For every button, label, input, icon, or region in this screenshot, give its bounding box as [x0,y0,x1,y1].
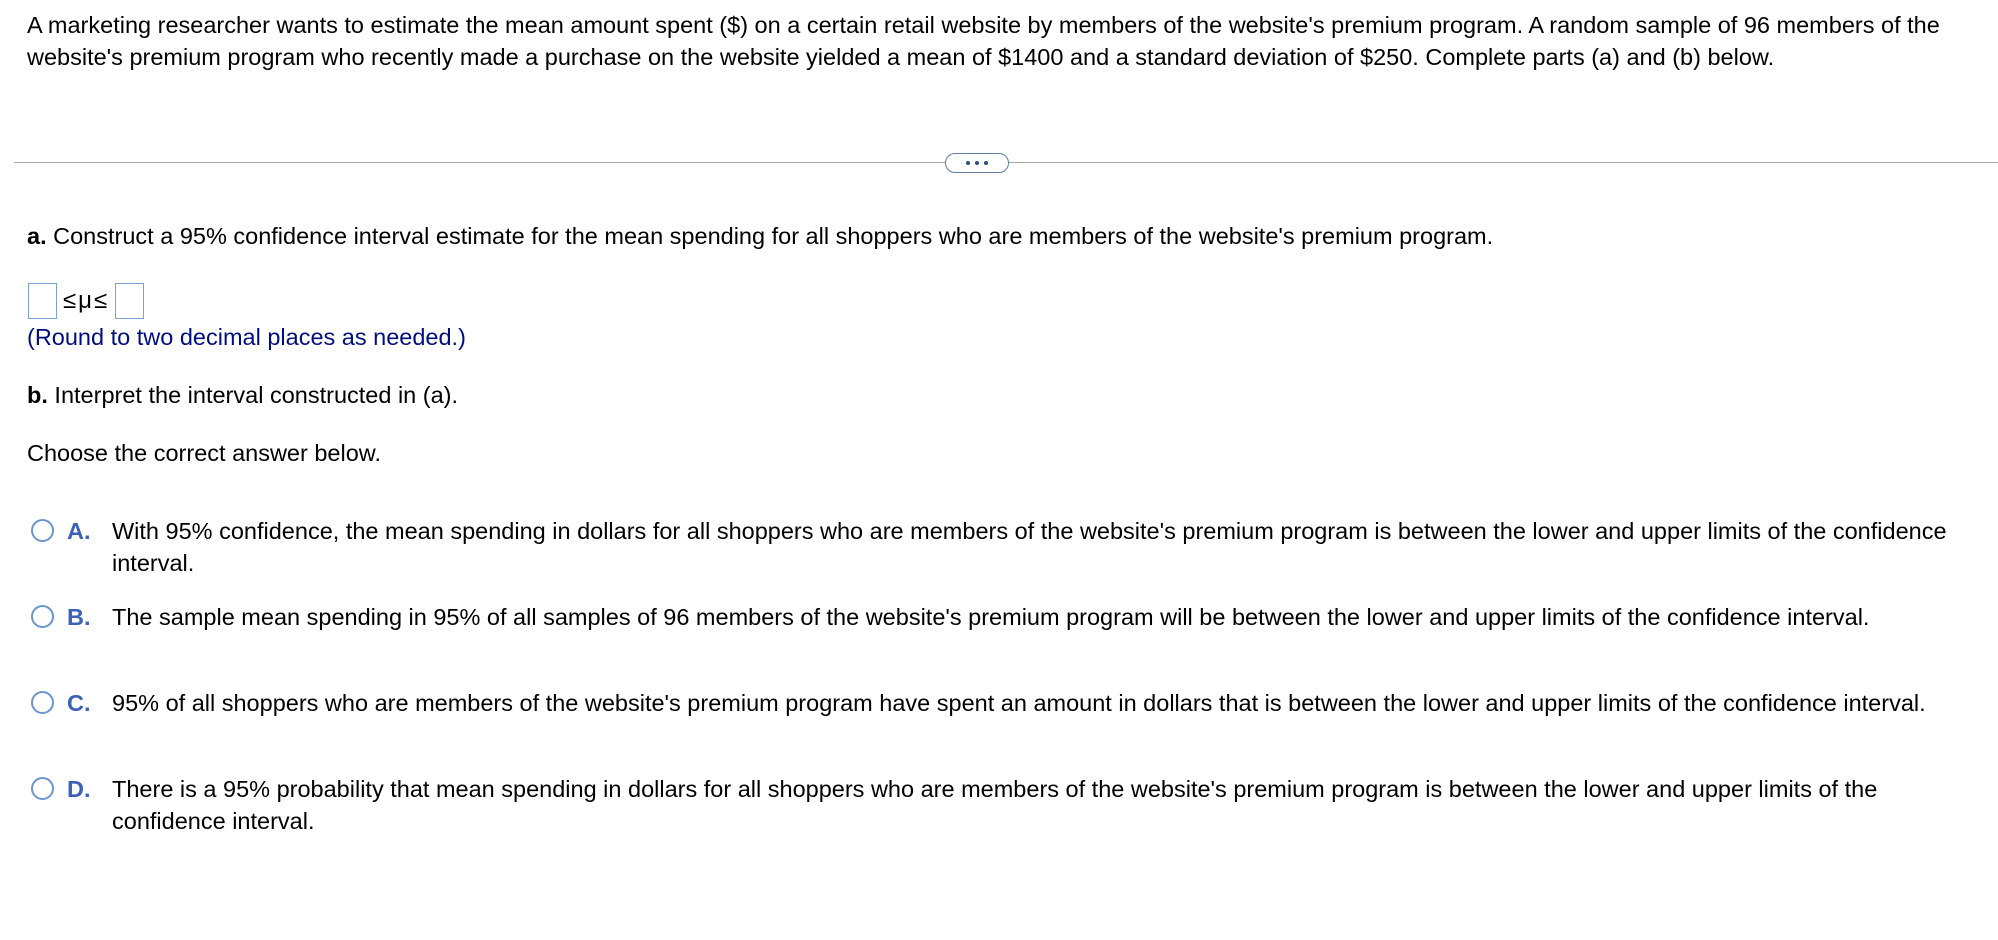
ellipsis-icon [975,161,979,165]
lower-limit-input[interactable] [28,283,57,319]
radio-button-a[interactable] [31,519,54,542]
option-letter: B. [67,604,91,630]
interval-answer-row [28,283,144,319]
option-text: The sample mean spending in 95% of all samples of 96 members of the website's premium program will be between the lower and upper limits of the confidence interval. [112,604,1870,630]
expand-button[interactable] [945,153,1009,173]
radio-button-c[interactable] [31,691,54,714]
ellipsis-icon [984,161,988,165]
radio-button-d[interactable] [31,777,54,800]
option-letter: A. [67,518,91,544]
option-text: 95% of all shoppers who are members of the website's premium program have spent an amount in dollars that is between the lower and upper limits of the confidence interval. [112,690,1926,716]
option-d[interactable] [31,773,1971,837]
option-b[interactable] [31,601,1971,633]
radio-button-b[interactable] [31,605,54,628]
option-c[interactable] [31,687,1971,719]
upper-limit-input[interactable] [115,283,144,319]
part-b-question [27,380,458,410]
part-b-text: Interpret the interval constructed in (a). [47,382,459,408]
part-a-label: a. [27,223,47,249]
problem-statement: A marketing researcher wants to estimate the mean amount spent ($) on a certain retail website by members of the website's premium program. A random sample of 96 members of the website's premium program who recently made a purchase on the website yielded a mean of $1400 and a standard deviation of $250. Complete parts (a) and (b) below. [27,12,1940,70]
option-a[interactable] [31,515,1971,579]
option-text: There is a 95% probability that mean spending in dollars for all shoppers who are members of the website's premium program is between the lower and upper limits of the confidence interval. [112,776,1878,834]
ellipsis-icon [966,161,970,165]
part-a-question [27,221,1493,251]
choose-prompt: Choose the correct answer below. [27,440,381,466]
option-letter: C. [67,690,91,716]
part-b-label: b. [27,382,48,408]
option-text: With 95% confidence, the mean spending in dollars for all shoppers who are members of the website's premium program is between the lower and upper limits of the confidence interval. [112,518,1947,576]
rounding-note: (Round to two decimal places as needed.) [27,324,466,350]
option-letter: D. [67,776,91,802]
mu-relation: ≤μ≤ [63,287,110,314]
part-a-text: Construct a 95% confidence interval estimate for the mean spending for all shoppers who are members of the website's premium program. [46,223,1494,249]
